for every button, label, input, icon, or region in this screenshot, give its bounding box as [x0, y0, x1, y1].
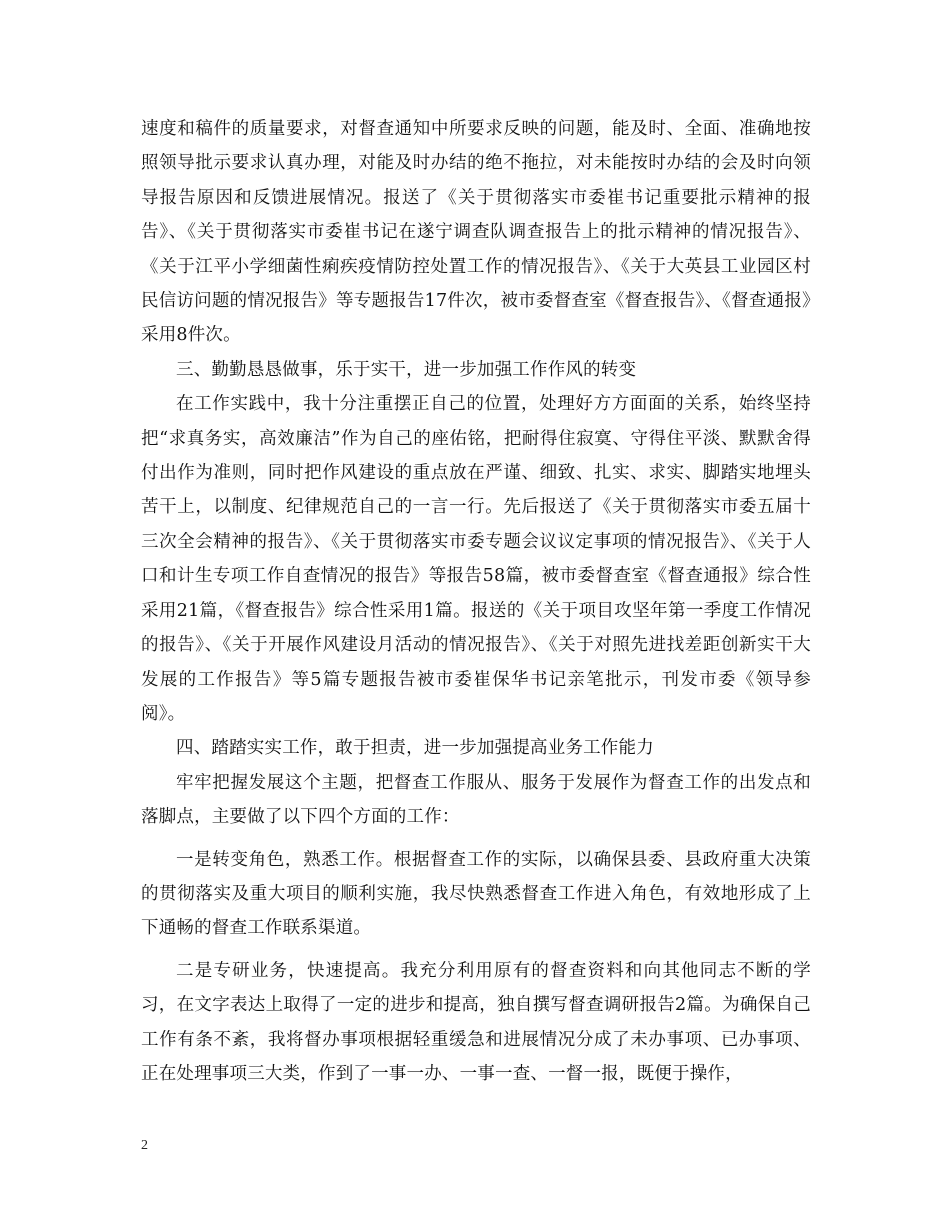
document-body: [141, 112, 811, 1091]
page-number: 2: [141, 1138, 148, 1153]
paragraph-study-business: 二是专研业务，快速提高。我充分利用原有的督查资料和向其他同志不断的学习，在文字表达上取得了一定的进步和提高，独自撰写督查调研报告2篇。为确保自己工作有条不紊，我将督办事项根据轻重缓急和进展情况分成了未办事项、已办事项、正在处理事项三大类，作到了一事一办、一事一查、一督一报，既便于操作，: [141, 960, 811, 1084]
section-heading-three: 三、勤勤恳恳做事，乐于实干，进一步加强工作作风的转变: [176, 359, 637, 380]
paragraph-main-theme: 牢牢把握发展这个主题，把督查工作服从、服务于发展作为督查工作的出发点和落脚点，主要做了以下四个方面的工作：: [141, 772, 811, 828]
paragraph-work-style: 在工作实践中，我十分注重摆正自己的位置，处理好方方面面的关系，始终坚持把“求真务实，高效廉洁”作为自己的座佑铭，把耐得住寂寞、守得住平淡、默默舍得付出作为准则，同时把作风建设的重点放在严谨、细致、扎实、求实、脚踏实地埋头苦干上，以制度、纪律规范自己的一言一行。先后报送了《关于贯彻落实市委五届十三次全会精神的报告》、《关于贯彻落实市委专题会议议定事项的情况报告》、《关于人口和计生专项工作自查情况的报告》等报告58篇，被市委督查室《督查通报》综合性采用21篇，《督查报告》综合性采用1篇。报送的《关于项目攻坚年第一季度工作情况的报告》、《关于开展作风建设月活动的情况报告》、《关于对照先进找差距创新实干大发展的工作报告》等5篇专题报告被市委崔保华书记亲笔批示，刊发市委《领导参阅》。: [141, 394, 811, 724]
paragraph-continuation: 速度和稿件的质量要求，对督查通知中所要求反映的问题，能及时、全面、准确地按照领导批示要求认真办理，对能及时办结的绝不拖拉，对未能按时办结的会及时向领导报告原因和反馈进展情况。报送了《关于贯彻落实市委崔书记重要批示精神的报告》、《关于贯彻落实市委崔书记在遂宁调查队调查报告上的批示精神的情况报告》、《关于江平小学细菌性痢疾疫情防控处置工作的情况报告》、《关于大英县工业园区村民信访问题的情况报告》等专题报告17件次，被市委督查室《督查报告》、《督查通报》采用8件次。: [141, 119, 811, 346]
paragraph-role-change: 一是转变角色，熟悉工作。根据督查工作的实际，以确保县委、县政府重大决策的贯彻落实及重大项目的顺利实施，我尽快熟悉督查工作进入角色，有效地形成了上下通畅的督查工作联系渠道。: [141, 849, 811, 939]
section-heading-four: 四、踏踏实实工作，敢于担责，进一步加强提高业务工作能力: [176, 738, 654, 759]
